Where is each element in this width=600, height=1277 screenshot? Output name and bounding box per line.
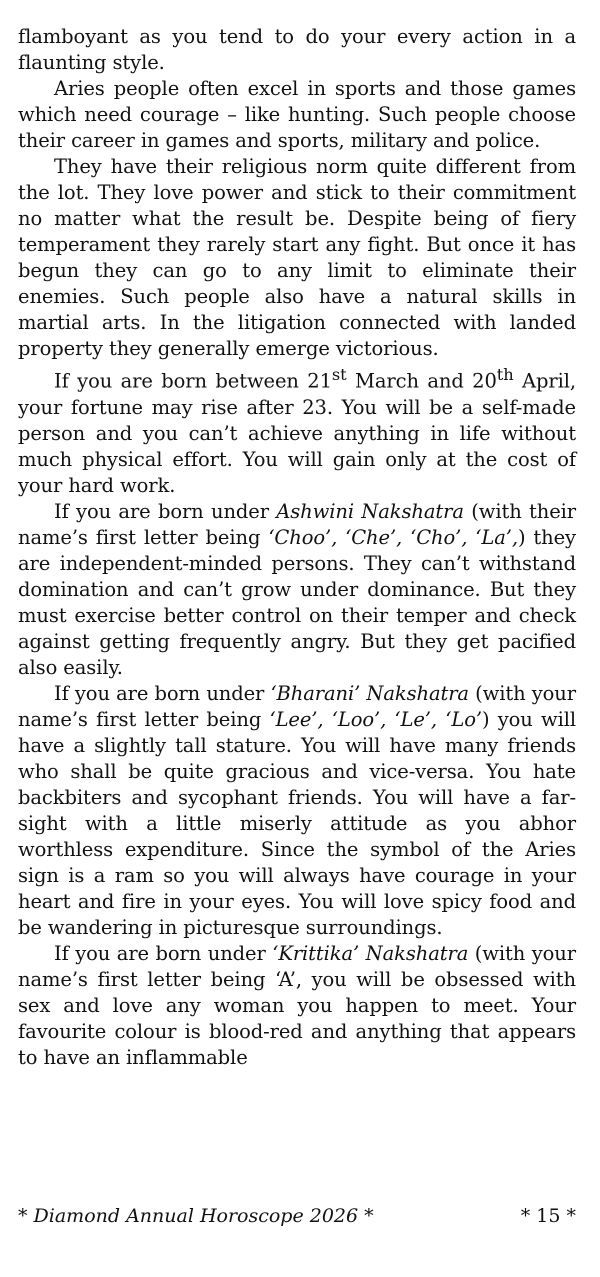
paragraph-5: If you are born under Ashwini Nakshatra (with their name’s first letter being ‘Choo’, ‘Che’, ‘Cho’, ‘La’,) they are independent-minded persons. They can’t withstand domination and can’t grow under dominance. But they must exercise better control on their temper and check against getting frequently angry. But they get pacified also easily. xyxy=(18,499,576,679)
footer-book-title: * Diamond Annual Horoscope 2026 * xyxy=(18,1205,374,1227)
paragraph-2: Aries people often excel in sports and those games which need courage – like hunting. Such people choose their career in games and sports, military and police. xyxy=(18,77,576,152)
paragraph-4: If you are born between 21st March and 20th April, your fortune may rise after 23. You will be a self-made person and you can’t achieve anything in life without much physical effort. You will gain only at the cost of your hard work. xyxy=(18,365,576,497)
paragraph-1: flamboyant as you tend to do your every action in a flaunting style. xyxy=(18,25,576,74)
paragraph-7: If you are born under ‘Krittika’ Nakshatra (with your name’s first letter being ‘A’, you will be obsessed with sex and love any woman you happen to meet. Your favourite colour is blood-red and anything that appears to have an inflammable xyxy=(18,941,576,1069)
page-footer xyxy=(18,1205,576,1235)
paragraph-3: They have their religious norm quite different from the lot. They love power and stick to their commitment no matter what the result be. Despite being of fiery temperament they rarely start any fight. But once it has begun they can go to any limit to eliminate their enemies. Such people also have a natural skills in martial arts. In the litigation connected with landed property they generally emerge victorious. xyxy=(18,155,576,360)
footer-page-number: * 15 * xyxy=(520,1205,576,1227)
page-body xyxy=(18,24,576,1071)
paragraph-6: If you are born under ‘Bharani’ Nakshatra (with your name’s first letter being ‘Lee’, ‘Loo’, ‘Le’, ‘Lo’) you will have a slightly tall stature. You will have many friends who shall be quite gracious and vice-versa. You hate backbiters and sycophant friends. You will have a far-sight with a little miserly attitude as you abhor worthless expenditure. Since the symbol of the Aries sign is a ram so you will always have courage in your heart and fire in your eyes. You will love spicy food and be wandering in picturesque surroundings. xyxy=(18,681,576,939)
